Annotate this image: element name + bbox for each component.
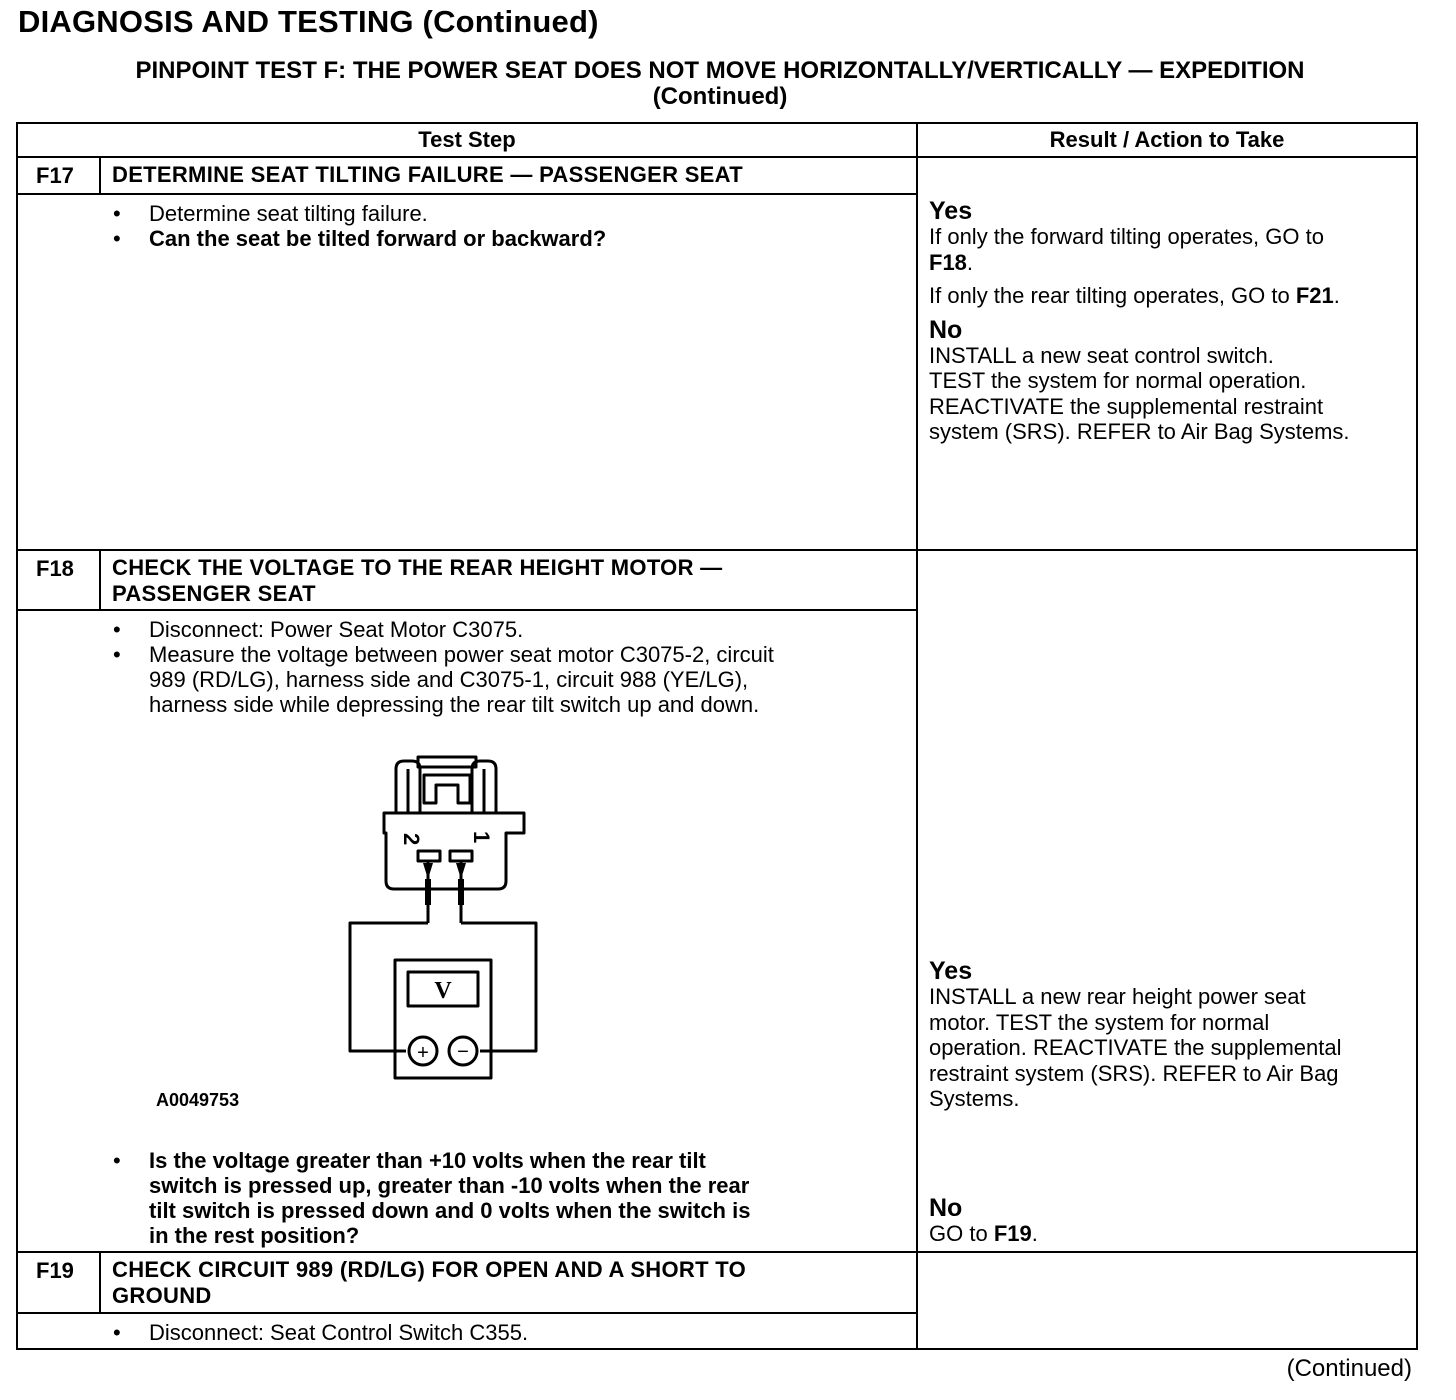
page-title: DIAGNOSIS AND TESTING (Continued) bbox=[18, 4, 599, 39]
result-f17 bbox=[929, 198, 1413, 445]
step-title-f18: CHECK THE VOLTAGE TO THE REAR HEIGHT MOTOR — PASSENGER SEAT bbox=[112, 555, 723, 606]
step-id-f18: F18 bbox=[36, 556, 74, 581]
column-header-result: Result / Action to Take bbox=[1049, 127, 1285, 152]
pinpoint-test-title bbox=[18, 58, 1422, 110]
step-id-f19: F19 bbox=[36, 1258, 74, 1283]
result-yes-text: INSTALL a new rear height power seat motor. TEST the system for normal operation. REACTIVATE the supplemental restraint system (SRS). REFER to Air Bag Systems. bbox=[929, 984, 1342, 1111]
meter-symbol-v: V bbox=[434, 978, 452, 1004]
result-f18-no bbox=[929, 1195, 1413, 1247]
continued-footer: (Continued) bbox=[1286, 1355, 1412, 1382]
step-title-f17: DETERMINE SEAT TILTING FAILURE — PASSENGER SEAT bbox=[112, 162, 743, 187]
result-yes-text-2: If only the rear tilting operates, GO to F21. bbox=[929, 283, 1340, 308]
action-item: Measure the voltage between power seat motor C3075-2, circuit 989 (RD/LG), harness side and C3075-1, circuit 988 (YE/LG), harness side while depressing the rear tilt switch up and down. bbox=[149, 642, 774, 717]
goto-ref-f18[interactable]: F18 bbox=[929, 249, 967, 275]
action-question: Can the seat be tilted forward or backward? bbox=[149, 226, 607, 251]
connector-voltmeter-diagram bbox=[340, 755, 540, 1085]
step-id-f17: F17 bbox=[36, 163, 74, 188]
action-question: Is the voltage greater than +10 volts when the rear tilt switch is pressed up, greater than -10 volts when the rear tilt switch is pressed down and 0 volts when the switch is in the rest position? bbox=[149, 1148, 751, 1248]
meter-plus-terminal: + bbox=[417, 1042, 429, 1064]
step-title-f19: CHECK CIRCUIT 989 (RD/LG) FOR OPEN AND A SHORT TO GROUND bbox=[112, 1257, 746, 1308]
result-yes-text: If only the forward tilting operates, GO to F18. bbox=[929, 224, 1324, 275]
result-no-text: INSTALL a new seat control switch. TEST the system for normal operation. REACTIVATE the supplemental restraint system (SRS). REFER to Air Bag Systems. bbox=[929, 342, 1350, 444]
figure-id: A0049753 bbox=[156, 1090, 240, 1110]
meter-minus-terminal: − bbox=[457, 1041, 469, 1063]
goto-ref-f19[interactable]: F19 bbox=[993, 1221, 1032, 1246]
result-no-label: No bbox=[929, 1194, 963, 1222]
pinpoint-test-title-line1: PINPOINT TEST F: THE POWER SEAT DOES NOT MOVE HORIZONTALLY/VERTICALLY — EXPEDITION bbox=[135, 57, 1305, 84]
action-item: Disconnect: Seat Control Switch C355. bbox=[149, 1320, 529, 1345]
result-yes-label: Yes bbox=[929, 197, 973, 225]
result-yes-label: Yes bbox=[929, 957, 973, 985]
result-no-label: No bbox=[929, 315, 963, 344]
result-no-text: GO to F19. bbox=[929, 1221, 1038, 1246]
pinpoint-test-title-line2: (Continued) bbox=[652, 83, 788, 110]
action-item: Determine seat tilting failure. bbox=[149, 201, 428, 226]
column-header-test-step: Test Step bbox=[418, 127, 516, 152]
action-item: Disconnect: Power Seat Motor C3075. bbox=[149, 617, 524, 642]
pin-label-1: 1 bbox=[469, 831, 494, 844]
goto-ref-f21[interactable]: F21 bbox=[1295, 283, 1334, 308]
pin-label-2: 2 bbox=[399, 833, 424, 846]
result-f18-yes bbox=[929, 958, 1413, 1112]
